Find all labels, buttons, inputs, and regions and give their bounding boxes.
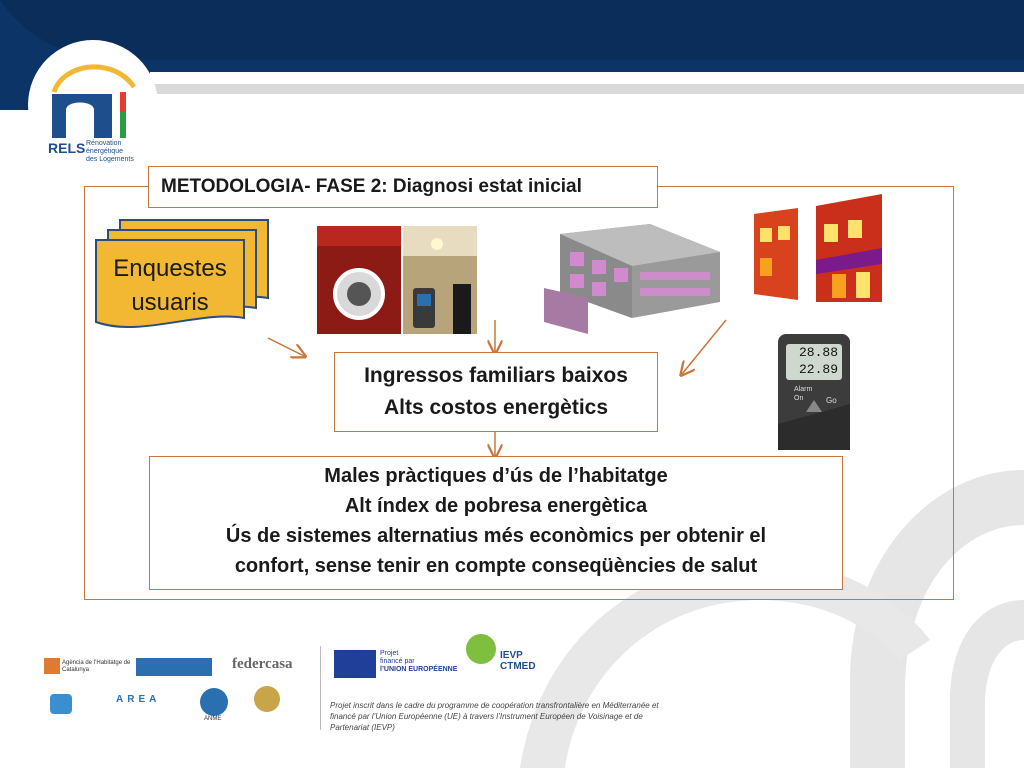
bad-practices-box [149,456,843,590]
income-line-2: Alts costos energètics [383,396,609,419]
building-3d-model [540,222,730,334]
area-logo: AREA [116,694,161,705]
logger-display: 28.88 22.89 [786,344,842,380]
federcasa-logo: federcasa [232,656,293,672]
logger-go-button: Go [826,396,837,405]
ievp-label: IEVP CTMED [500,650,536,672]
logger-case-icon [778,394,850,450]
thermography-images [752,194,884,302]
anme-logo-icon [200,688,228,716]
bad-line-4: confort, sense tenir en compte conseqüències de salut [234,555,758,577]
eu-label: Projet financé par l’UNION EUROPÉENNE [380,650,458,673]
agencia-label: Agència de l’Habitatge de Catalunya [62,660,131,673]
data-logger-device [778,334,850,450]
logger-alarm-label: Alarm [794,386,813,393]
bad-line-3: Ús de sistemes alternatius més econòmics per obtenir el [225,525,767,547]
bad-line-1: Males pràctiques d’ús de l’habitatge [324,465,668,487]
eu-flag-icon [334,650,376,678]
slide-title: METODOLOGIA- FASE 2: Diagnosi estat inicial [148,166,658,208]
logo-name: RELS [48,140,86,156]
anme-label: ANME [204,716,222,722]
blower-door-photo [317,226,477,334]
logo-subtitle: Rénovation énergétique des Logements [86,140,134,163]
rels-logo-icon [44,52,144,144]
footer-divider [320,646,321,730]
partner-logo-icon [50,694,72,714]
ievp-logo-icon [466,634,496,664]
survey-label: Enquestes usuaris [113,255,227,316]
scientific-society-logo-icon [254,686,280,712]
logger-on-label: On [794,395,804,402]
footer-note: Projet inscrit dans le cadre du programme de coopération transfrontalière en Méditerranée et financé par l’Union Européenne (UE) à travers l’Instrument Européen de Voisinage et de Partenariat (IEVP) [330,701,659,732]
school-logo-icon [136,658,212,676]
income-box [334,352,658,432]
agencia-logo-icon [44,658,60,674]
income-line-1: Ingressos familiars baixos [364,364,628,387]
bad-line-2: Alt índex de pobresa energètica [344,495,648,517]
